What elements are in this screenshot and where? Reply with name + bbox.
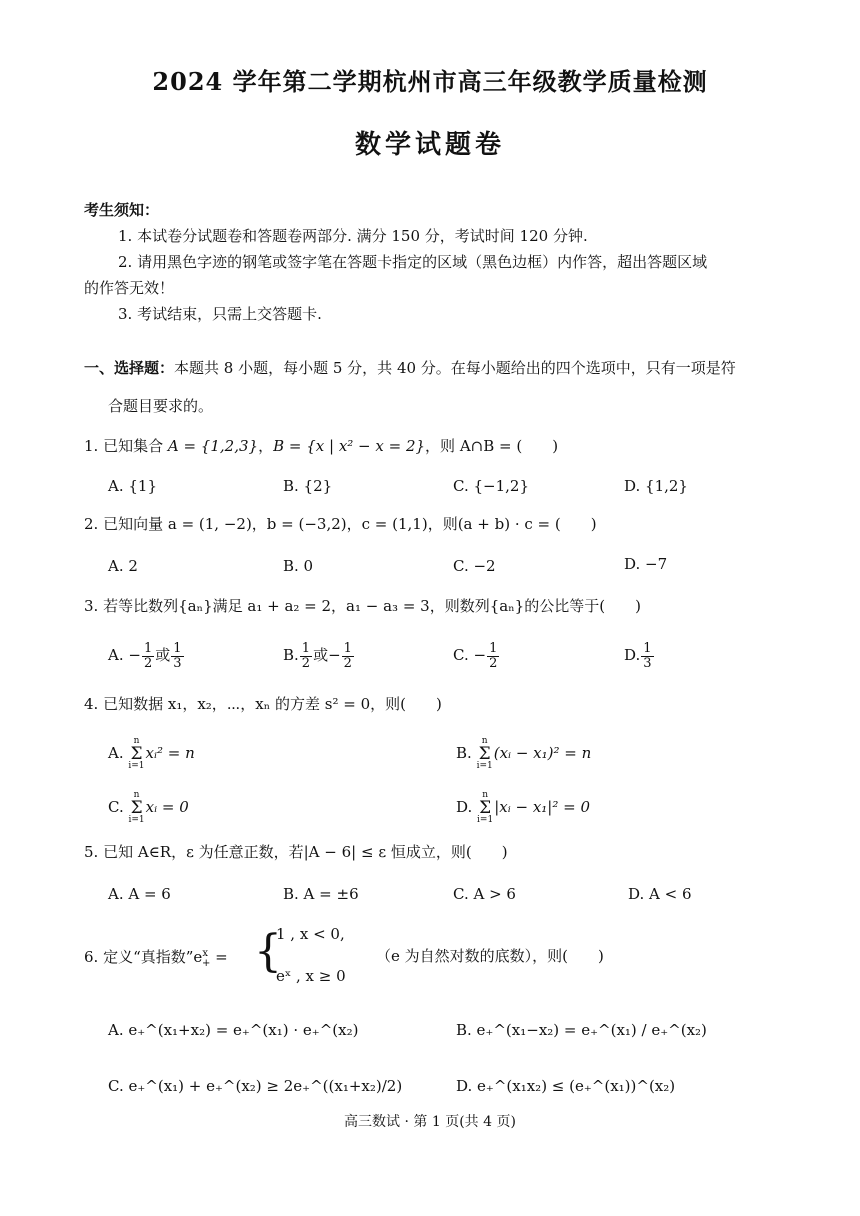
q1-set-b: B = {x | x² − x = 2} (273, 437, 426, 455)
sum-lower: i=1 (128, 761, 145, 771)
sum-upper: n (481, 736, 488, 746)
question-6-lead (84, 944, 228, 974)
fraction (300, 642, 312, 671)
q6-number: 6. (84, 948, 99, 966)
q1-number: 1. (84, 437, 99, 455)
fraction (487, 642, 499, 671)
q1-suffix: ，则 A∩B = ( ) (425, 437, 559, 455)
sum-upper: n (482, 790, 489, 800)
q4-option-a-expr: xᵢ² = n (145, 744, 195, 762)
q3-option-a-sign: − (128, 646, 141, 664)
q2-option-a: A. 2 (108, 557, 138, 575)
q4-option-c-expr: xᵢ = 0 (145, 798, 189, 816)
q6-case-1: 1 , x < 0, (276, 925, 345, 943)
q4-option-c-label: C. (108, 798, 124, 816)
exam-title: 2024 学年第二学期杭州市高三年级教学质量检测 (152, 67, 708, 96)
q3-option-c (453, 640, 500, 671)
summation-icon: n Σ i=1 (476, 736, 493, 771)
sum-lower: i=1 (476, 761, 493, 771)
q3-option-a (108, 640, 185, 671)
summation-icon: n Σ i=1 (477, 790, 494, 825)
summation-icon: n Σ i=1 (128, 790, 145, 825)
q5-number: 5. (84, 843, 99, 861)
q4-option-d-expr: |xᵢ − x₁|² = 0 (494, 798, 591, 816)
question-1: 1. 已知集合 A = {1,2,3}，B = {x | x² − x = 2}，则 A∩B = ( ) (84, 437, 559, 455)
fraction (641, 642, 653, 671)
q6-case-2: eˣ , x ≥ 0 (276, 967, 346, 985)
section-1-intro-line1: 本题共 8 小题，每小题 5 分，共 40 分。在每小题给出的四个选项中，只有一项是符 (174, 359, 736, 377)
fraction-denominator: 2 (489, 655, 498, 671)
q3-option-c-sign: − (473, 646, 487, 664)
notice-item-2-cont: 的作答无效！ (84, 279, 175, 297)
fraction-numerator: 1 (143, 640, 153, 656)
q6-option-b: B. e₊^(x₁−x₂) = e₊^(x₁) / e₊^(x₂) (456, 1021, 707, 1039)
notice-item-2: 2. 请用黑色字迹的钢笔或签字笔在答题卡指定的区域（黑色边框）内作答，超出答题区域 (118, 253, 708, 271)
sum-upper: n (133, 790, 140, 800)
notice-heading: 考生须知： (84, 201, 160, 219)
q4-option-a (108, 736, 195, 771)
fraction-numerator: 1 (343, 640, 352, 656)
q4-text: 已知数据 x₁，x₂，⋯，xₙ 的方差 s² = 0，则( ) (103, 695, 442, 713)
exam-subtitle: 数学试题卷 (354, 130, 505, 160)
summation-icon: n Σ i=1 (128, 736, 145, 771)
question-3 (84, 596, 641, 616)
q4-option-b (456, 736, 591, 771)
sum-lower: i=1 (477, 815, 494, 825)
section-1-intro (84, 358, 736, 378)
q6-option-c: C. e₊^(x₁) + e₊^(x₂) ≥ 2e₊^((x₁+x₂)/2) (108, 1077, 403, 1095)
q3-option-c-label: C. (453, 646, 469, 664)
q2-option-c: C. −2 (453, 557, 496, 575)
q3-text: 若等比数列{aₙ}满足 a₁ + a₂ = 2，a₁ − a₃ = 3，则数列{aₙ}的公比等于( ) (103, 597, 641, 615)
page-footer: 高三数试 · 第 1 页(共 4 页) (344, 1114, 516, 1130)
fraction-denominator: 3 (643, 655, 652, 671)
fraction-numerator: 1 (173, 640, 182, 656)
q4-option-a-label: A. (108, 744, 124, 762)
question-5 (84, 842, 508, 862)
fraction-numerator: 1 (489, 640, 498, 656)
section-1-heading: 一、选择题： (84, 359, 175, 377)
brace-icon: { (254, 926, 282, 977)
q1-option-c: C. {−1,2} (453, 477, 529, 495)
q4-option-b-label: B. (456, 744, 472, 762)
q6-eq: = (210, 948, 228, 966)
q3-option-d-label: D. (624, 646, 641, 664)
section-1-intro-line2: 合题目要求的。 (108, 397, 214, 415)
q3-number: 3. (84, 597, 99, 615)
q3-option-d (624, 640, 655, 671)
q4-option-c (108, 790, 189, 825)
q4-number: 4. (84, 695, 99, 713)
q5-option-c: C. A > 6 (453, 885, 516, 903)
q1-option-a: A. {1} (108, 477, 157, 495)
fraction-denominator: 2 (143, 655, 153, 671)
q4-option-d (456, 790, 590, 825)
fraction-numerator: 1 (643, 640, 652, 656)
q6-lead-sup: x (202, 948, 208, 959)
q1-prefix: 已知集合 (103, 437, 168, 455)
fraction-denominator: 2 (343, 655, 352, 671)
fraction (342, 642, 354, 671)
sum-lower: i=1 (128, 815, 145, 825)
q3-option-a-label: A. (108, 646, 124, 664)
q2-text: 已知向量 a = (1, −2)，b = (−3,2)，c = (1,1)，则(a + b) · c = ( ) (103, 515, 597, 533)
q4-option-d-label: D. (456, 798, 473, 816)
sum-upper: n (133, 736, 140, 746)
q1-option-b: B. {2} (283, 477, 333, 495)
fraction-denominator: 2 (301, 655, 311, 671)
question-4 (84, 694, 442, 714)
q4-option-b-expr: (xᵢ − x₁)² = n (493, 744, 592, 762)
q1-option-d: D. {1,2} (624, 477, 688, 495)
fraction-denominator: 3 (173, 655, 182, 671)
q6-tail: （e 为自然对数的底数），则( ) (376, 947, 604, 965)
q5-option-d: D. A < 6 (628, 885, 692, 903)
fraction (171, 642, 183, 671)
q3-option-a-or: 或 (155, 646, 171, 664)
notice-item-3: 3. 考试结束，只需上交答题卡. (118, 305, 322, 323)
q5-option-b: B. A = ±6 (283, 885, 359, 903)
q3-option-b-label: B. (283, 646, 299, 664)
q5-option-a: A. A = 6 (108, 885, 171, 903)
q2-option-b: B. 0 (283, 557, 314, 575)
q2-number: 2. (84, 515, 99, 533)
q3-option-b (283, 640, 355, 671)
q6-lead-sub: + (201, 958, 211, 969)
fraction (142, 642, 154, 671)
q5-text: 已知 A∈R，ε 为任意正数，若|A − 6| ≤ ε 恒成立，则( ) (103, 843, 508, 861)
q3-option-b-sign: − (328, 646, 341, 664)
q1-set-a: A = {1,2,3} (167, 437, 259, 455)
q6-option-d: D. e₊^(x₁x₂) ≤ (e₊^(x₁))^(x₂) (456, 1077, 676, 1095)
question-2 (84, 514, 597, 534)
fraction-numerator: 1 (301, 640, 311, 656)
q2-option-d: D. −7 (624, 555, 668, 573)
q3-option-b-or: 或 (313, 646, 329, 664)
notice-item-1: 1. 本试卷分试题卷和答题卷两部分. 满分 150 分，考试时间 120 分钟. (118, 227, 588, 245)
q6-lead: 定义“真指数”e (103, 948, 203, 966)
q6-option-a: A. e₊^(x₁+x₂) = e₊^(x₁) · e₊^(x₂) (108, 1021, 359, 1039)
